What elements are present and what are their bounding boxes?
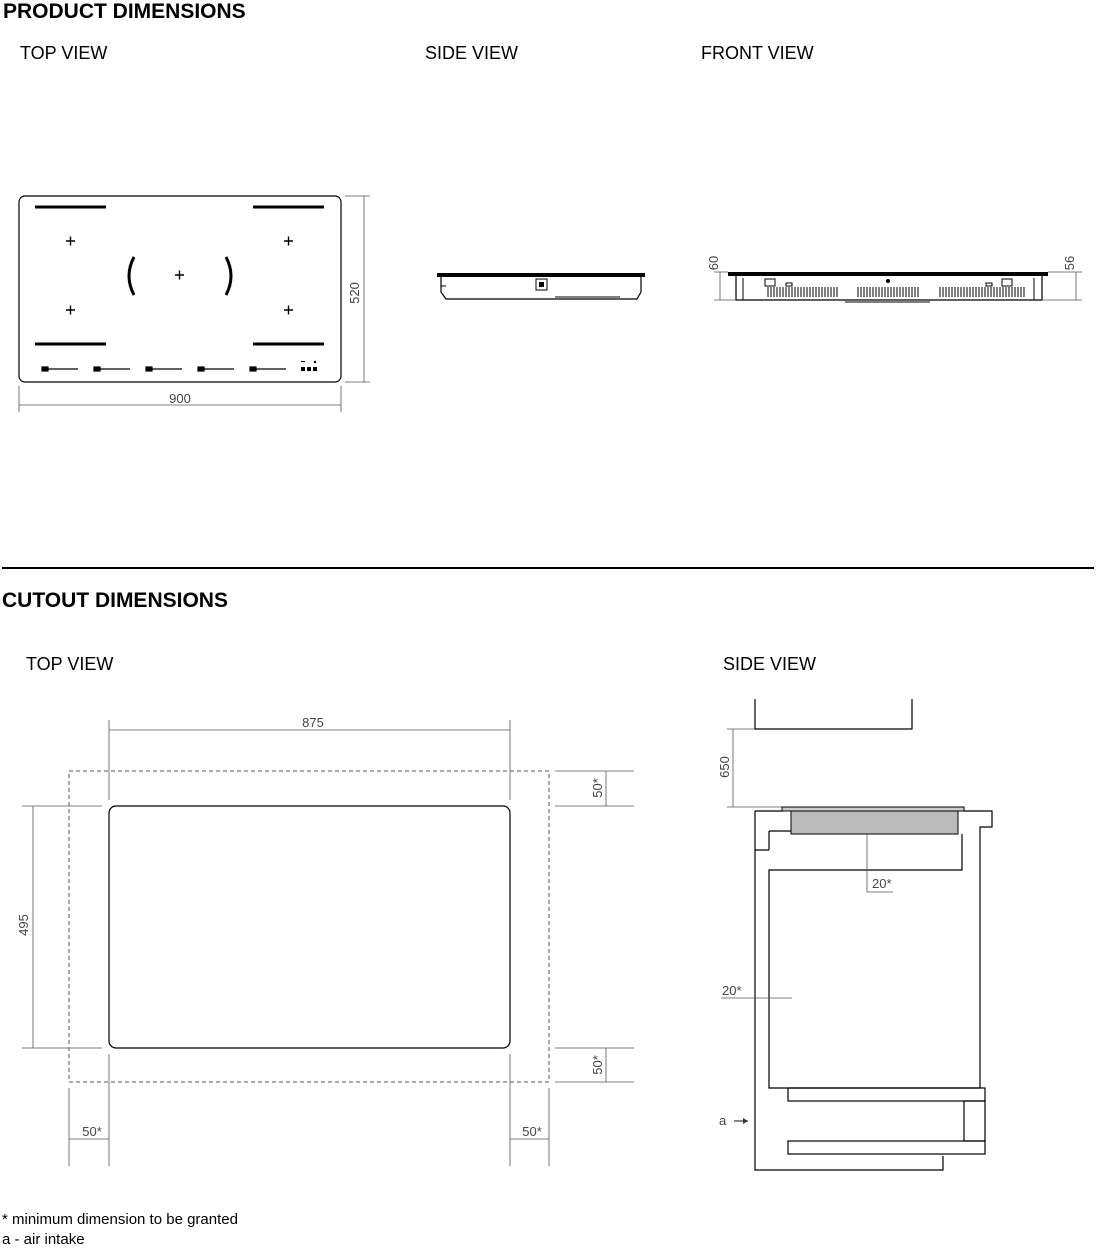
center-zone-left-bracket: [129, 257, 134, 295]
front-height-left-dim: [704, 248, 724, 278]
product-dimensions-title: PRODUCT DIMENSIONS: [3, 0, 246, 23]
svg-text:50*: 50*: [82, 1124, 102, 1139]
svg-text:20*: 20*: [872, 876, 892, 891]
svg-text:50*: 50*: [522, 1124, 542, 1139]
svg-text:56: 56: [1062, 255, 1077, 271]
wall-gap-dim: [720, 981, 750, 1001]
hob-body: [791, 811, 958, 834]
cutout-width-dim: [293, 713, 333, 733]
svg-text:520: 520: [347, 282, 362, 304]
svg-text:a: a: [719, 1113, 727, 1128]
clearance-bottom-dim: [588, 1048, 608, 1082]
hob-footprint: [69, 771, 549, 1082]
svg-text:900: 900: [169, 391, 191, 406]
hob-outline: [19, 196, 341, 382]
air-intake-marker: [717, 1111, 737, 1131]
below-hob-gap-dim: [870, 874, 900, 894]
zone-centers: [66, 237, 293, 315]
product-depth-dim: [345, 273, 365, 313]
touch-sliders: [42, 367, 286, 371]
svg-text:875: 875: [302, 715, 324, 730]
front-height-right-dim: [1060, 248, 1080, 278]
clearance-left-dim: [72, 1122, 112, 1142]
hood: [755, 699, 912, 729]
svg-text:20*: 20*: [722, 983, 742, 998]
cutout-side-view-label: SIDE VIEW: [723, 654, 817, 674]
hood-height-dim: [715, 747, 735, 787]
svg-text:60: 60: [706, 255, 721, 271]
center-zone-right-bracket: [226, 257, 231, 295]
note-minimum-dimension: * minimum dimension to be granted: [2, 1211, 238, 1228]
clearance-top-dim: [588, 771, 608, 805]
cutout-dimensions-title: CUTOUT DIMENSIONS: [2, 589, 228, 612]
svg-text:50*: 50*: [590, 1055, 605, 1075]
product-top-view-label: TOP VIEW: [20, 43, 108, 63]
section-divider: [2, 567, 1094, 569]
power-controls: [301, 361, 317, 371]
cutout-top-view-label: TOP VIEW: [26, 654, 114, 674]
clearance-right-dim: [512, 1122, 552, 1142]
cutout-outline: [109, 806, 510, 1048]
cutout-depth-dim: [14, 905, 34, 945]
product-width-dim: [160, 389, 200, 409]
svg-text:650: 650: [717, 756, 732, 778]
note-air-intake: a - air intake: [2, 1231, 85, 1248]
product-side-view-label: SIDE VIEW: [425, 43, 519, 63]
svg-text:495: 495: [16, 914, 31, 936]
svg-text:50*: 50*: [590, 778, 605, 798]
product-front-view-label: FRONT VIEW: [701, 43, 814, 63]
